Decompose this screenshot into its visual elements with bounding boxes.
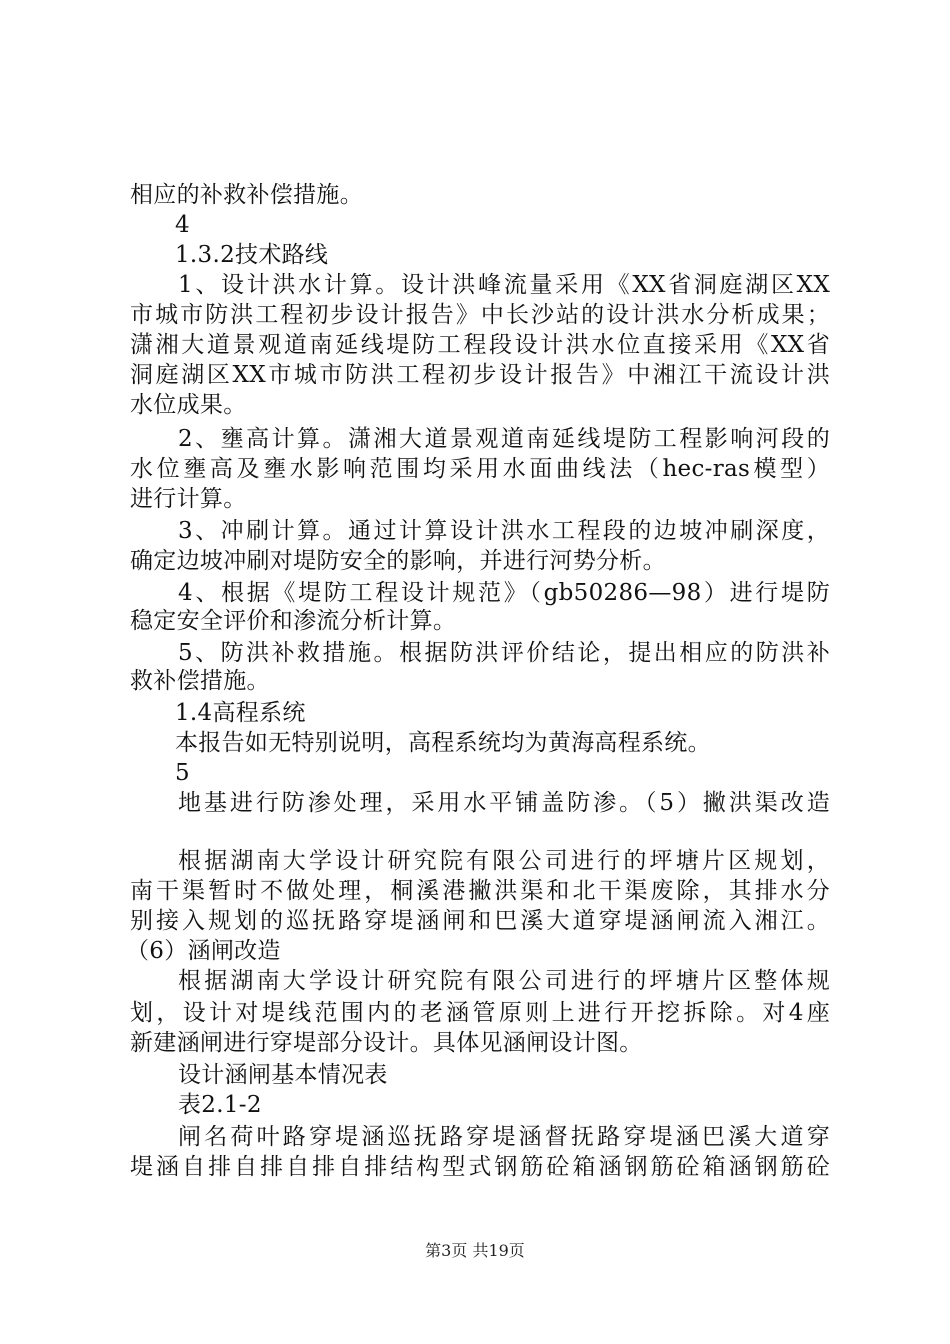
text-line-24: 别接入规划的巡抚路穿堤涵闸和巴溪大道穿堤涵闸流入湘江。 xyxy=(130,908,830,934)
page-number-4: 4 xyxy=(175,212,190,238)
section-heading-1-4: 1.4高程系统 xyxy=(175,700,306,726)
text-line-17: 救补偿措施。 xyxy=(130,668,270,694)
text-line-10: 水位壅高及壅水影响范围均采用水面曲线法（hec-ras模型） xyxy=(130,456,830,482)
text-line-5: 市城市防洪工程初步设计报告》中长沙站的设计洪水分析成果； xyxy=(130,302,830,328)
text-line-28: 新建涵闸进行穿堤部分设计。具体见涵闸设计图。 xyxy=(130,1030,643,1056)
section-heading-1-3-2: 1.3.2技术路线 xyxy=(175,242,329,268)
text-line-27: 划，设计对堤线范围内的老涵管原则上进行开挖拆除。对4座 xyxy=(130,1000,830,1026)
text-line-23: 南干渠暂时不做处理，桐溪港撇洪渠和北干渠废除，其排水分 xyxy=(130,878,830,904)
text-line-1: 相应的补救补偿措施。 xyxy=(130,182,363,208)
subsection-heading-6: （6）涵闸改造 xyxy=(126,938,281,964)
text-line-11: 进行计算。 xyxy=(130,486,247,512)
text-line-13: 确定边坡冲刷对堤防安全的影响，并进行河势分析。 xyxy=(130,548,666,574)
text-line-7: 洞庭湖区XX市城市防洪工程初步设计报告》中湘江干流设计洪 xyxy=(130,362,830,388)
text-line-8: 水位成果。 xyxy=(130,392,247,418)
page-footer: 第3页 共19页 xyxy=(425,1241,525,1260)
table-caption: 设计涵闸基本情况表 xyxy=(178,1062,388,1088)
text-line-21: 地基进行防渗处理，采用水平铺盖防渗。（5）撇洪渠改造 xyxy=(178,790,830,816)
text-line-31: 闸名荷叶路穿堤涵巡抚路穿堤涵督抚路穿堤涵巴溪大道穿 xyxy=(178,1124,830,1150)
text-line-6: 潇湘大道景观道南延线堤防工程段设计洪水位直接采用《XX省 xyxy=(130,332,830,358)
text-line-32: 堤涵自排自排自排自排结构型式钢筋砼箱涵钢筋砼箱涵钢筋砼 xyxy=(130,1154,830,1180)
table-number: 表2.1-2 xyxy=(178,1092,262,1118)
text-line-15: 稳定安全评价和渗流分析计算。 xyxy=(130,608,457,634)
text-line-16: 5、防洪补救措施。根据防洪评价结论，提出相应的防洪补 xyxy=(178,640,830,666)
text-line-19: 本报告如无特别说明，高程系统均为黄海高程系统。 xyxy=(175,730,711,756)
text-line-4: 1、设计洪水计算。设计洪峰流量采用《XX省洞庭湖区XX xyxy=(178,272,830,298)
text-line-9: 2、壅高计算。潇湘大道景观道南延线堤防工程影响河段的 xyxy=(178,426,830,452)
text-line-26: 根据湖南大学设计研究院有限公司进行的坪塘片区整体规 xyxy=(178,968,830,994)
text-line-14: 4、根据《堤防工程设计规范》（gb50286—98）进行堤防 xyxy=(178,580,830,606)
page-number-5: 5 xyxy=(175,760,190,786)
text-line-22: 根据湖南大学设计研究院有限公司进行的坪塘片区规划， xyxy=(178,848,830,874)
text-line-12: 3、冲刷计算。通过计算设计洪水工程段的边坡冲刷深度， xyxy=(178,518,830,544)
